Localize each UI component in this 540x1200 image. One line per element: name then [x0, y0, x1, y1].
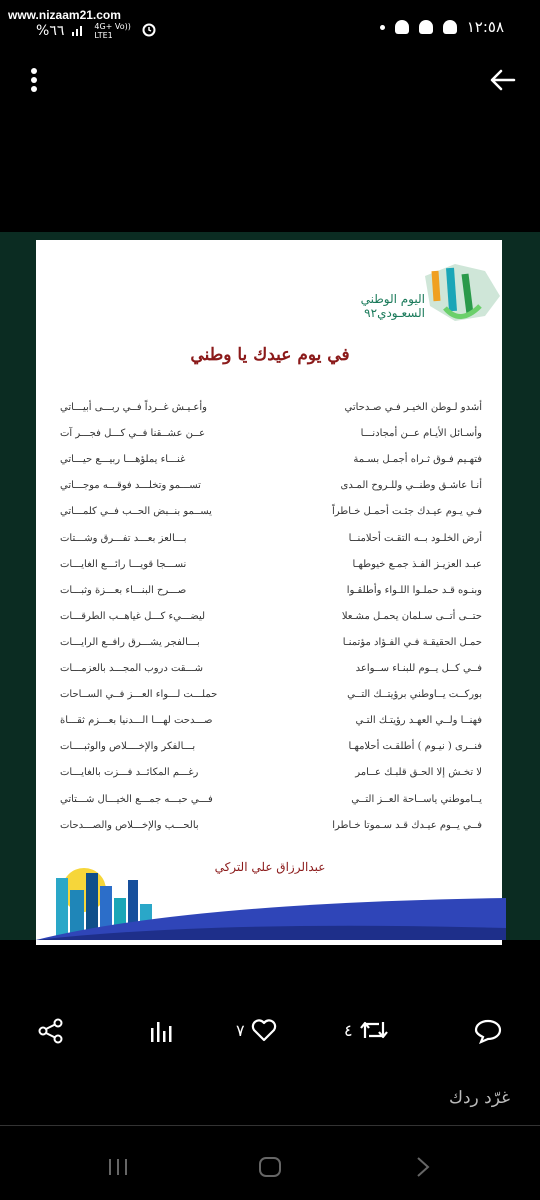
poem-left-verse: ليضـــيء كـــل غياهــب الطرقـــات — [60, 611, 206, 622]
poem-left-verse: نســـجا قويـــا رائـــع الغايـــات — [60, 559, 187, 570]
snapchat-icon-3 — [395, 20, 409, 34]
likes-count: ٧ — [236, 1020, 245, 1040]
poem-right-verse: أنـا عاشـق وطنــي وللـروح المـدى — [340, 480, 482, 491]
poem-right-verse: فـي يـوم عيـدك جئـت أحمـل خـاطراً — [331, 506, 482, 517]
like-button[interactable] — [236, 1018, 277, 1042]
poem-right-verse: فــي كــل يــوم للبنـاء ســواعد — [355, 663, 482, 674]
poem-right-verse: لا تخـش إلا الحـق قلبـك عــامر — [355, 767, 482, 778]
poem-right-verse: حتــى أتــى سـلمان يحمـل مشـعلا — [341, 611, 482, 622]
saudi-map-logo-icon — [415, 256, 505, 326]
poem-left-verse: بـــالعز بعـــد تفـــرق وشـــتات — [60, 533, 187, 544]
poem-left-verse: بـــالفجر يشـــرق رافــع الرايـــات — [60, 637, 200, 648]
poem-left-verse: وأعـيـش غــرداً فــي ربـــى أبيـــاتي — [60, 402, 207, 413]
poem-left-verse: فـــي حبـــه جمـــع الخيـــال شـــتاتي — [60, 794, 213, 805]
poem-author: عبدالرزاق علي التركي — [214, 860, 326, 874]
poem-right-verse: فهنــا ولــي العهـد رؤيتـك التـي — [355, 715, 482, 726]
skyline-illustration — [36, 868, 506, 944]
signal-icon — [72, 24, 86, 39]
comment-icon — [474, 1018, 502, 1044]
poem-left-verse: رغـــم المكائــد فـــزت بالغايـــات — [60, 767, 199, 778]
poem-right-verse: حمـل الحقيقـة فـي الفـؤاد مؤتمنـا — [342, 637, 482, 648]
home-icon — [257, 1155, 283, 1179]
watermark: www.nizaam21.com — [8, 8, 121, 22]
poem-left-verse: شـــقت دروب المجـــد بالعزمـــات — [60, 663, 204, 674]
retweet-button[interactable] — [344, 1018, 389, 1042]
poem-left-verse: صـــرح البنـــاء بعـــزة وثبـــات — [60, 585, 187, 596]
action-bar — [0, 1010, 540, 1060]
notification-dot — [380, 25, 385, 30]
poem-right-verse: فــي يــوم عيـدك قـد سـموتا خـاطرا — [332, 820, 482, 831]
reply-input[interactable]: غرّد ردك — [448, 1088, 510, 1108]
heart-icon — [251, 1018, 277, 1042]
arrow-left-icon — [488, 66, 518, 94]
poem-left-verse: بـــالفكر والإخــــلاص والوثبــــات — [60, 741, 196, 752]
nav-back-button[interactable] — [412, 1155, 434, 1183]
national-day-logo — [415, 256, 505, 330]
logo-text — [345, 292, 425, 320]
battery-indicator: %٦٦ — [36, 23, 65, 39]
logo-line2: السعـودي٩٢ — [364, 306, 425, 320]
retweets-count: ٤ — [344, 1020, 353, 1040]
network-type: 4G+ Vo)) LTE1 — [94, 22, 131, 40]
recents-icon — [106, 1156, 132, 1178]
poem-left-verse: حملـــت لـــواء العـــز فــي الســاحات — [60, 689, 218, 700]
clock: ١٢:٥٨ — [466, 18, 504, 36]
poem-title: في يوم عيدك يا وطني — [190, 345, 350, 365]
status-left — [36, 22, 156, 40]
bar-chart-icon — [148, 1018, 174, 1044]
snapchat-icon — [443, 20, 457, 34]
poem-right-verse: أرض الخلـود بــه التقـت أحلامنــا — [348, 533, 482, 544]
recents-button[interactable] — [106, 1156, 132, 1182]
more-vertical-icon — [22, 66, 46, 96]
snapchat-icon-2 — [419, 20, 433, 34]
nav-back-icon — [412, 1155, 434, 1179]
poem-left-verse: يســمو بنــبض الحــب فــي كلمـــاتي — [60, 506, 212, 517]
poem-right-verse: وأسـائل الأيـام عــن أمجادنـــا — [360, 428, 482, 439]
poem-right-verse: بوركــت يــاوطني برؤيتــك التــي — [347, 689, 482, 700]
poem-right-verse: عبـد العزيـز الفـذ جمـع خيوطهـا — [352, 559, 482, 570]
poem-right-verse: يــاموطني ياســاحة العــز التــي — [351, 794, 482, 805]
poem-right-verse: فتهـيم فـوق ثـراه أجمـل بسـمة — [353, 454, 482, 465]
back-button[interactable] — [488, 66, 518, 94]
poem-left-verse: غنـــاء يملؤهـــا ربيـــع حيـــاتي — [60, 454, 186, 465]
status-right — [374, 18, 504, 36]
alarm-icon — [142, 23, 156, 40]
reply-button[interactable] — [474, 1018, 502, 1044]
skyline-graphic — [36, 868, 506, 940]
poem-right-verse: وبنـوه قـد حملـوا اللـواء وأطلقـوا — [346, 585, 482, 596]
stats-button[interactable] — [148, 1018, 174, 1044]
more-options-button[interactable] — [22, 66, 46, 96]
poem-left-verse: صـــدحت لهـــا الـــدنيا بعـــزم ثقـــاة — [60, 715, 213, 726]
logo-line1: اليوم الوطني — [360, 292, 425, 306]
home-button[interactable] — [257, 1155, 283, 1183]
share-icon — [38, 1018, 64, 1044]
poem-left-verse: بالحـــب والإخـــلاص والصـــدحات — [60, 820, 199, 831]
divider — [0, 1125, 540, 1126]
retweet-icon — [359, 1018, 389, 1042]
poem-right-verse: أشدو لـوطن الخيـر فـي صـدحاتي — [344, 402, 482, 413]
poem-right-verse: فنــرى ( نيـوم ) أطلقـت أحلامهـا — [348, 741, 482, 752]
share-button[interactable] — [38, 1018, 64, 1044]
poem-left-verse: تســـمو وتخلـــد فوقـــه موجـــاتي — [60, 480, 201, 491]
system-navbar — [0, 1140, 540, 1195]
poem-left-verse: عــن عشــقنا فــي كـــل فجـــر آت — [60, 428, 206, 439]
